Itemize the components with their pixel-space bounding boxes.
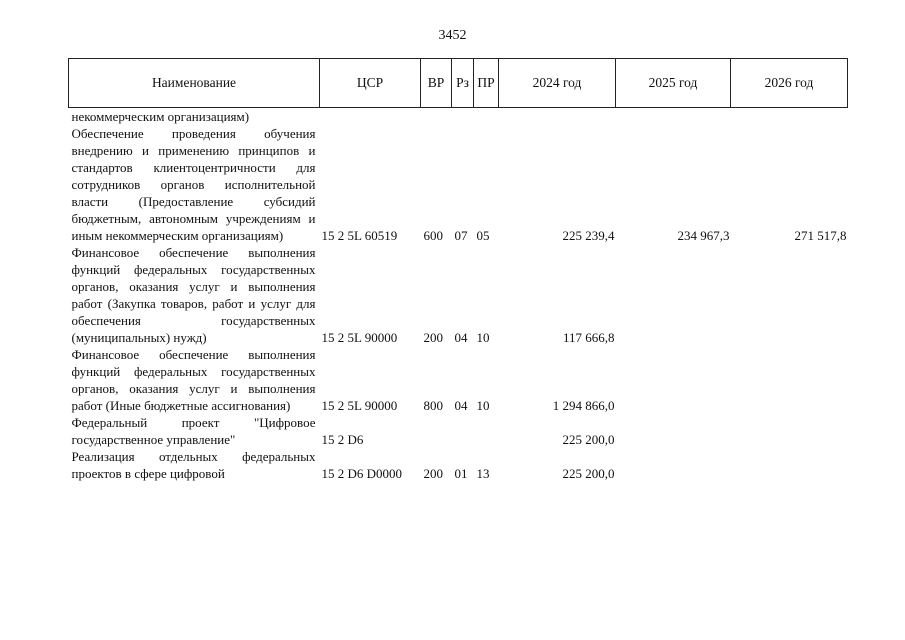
table-row [69, 414, 848, 448]
row-rz [452, 414, 474, 448]
row-csr: 15 2 D6 [321, 432, 364, 447]
row-vr [421, 414, 452, 448]
row-2024: 225 200,0 [562, 432, 615, 447]
row-2026 [731, 346, 848, 414]
column-header-2026: 2026 год [731, 59, 848, 108]
column-header-name: Наименование [69, 59, 320, 108]
row-rz: 04 [454, 330, 468, 345]
row-2024: 225 239,4 [562, 228, 615, 243]
row-rz: 01 [454, 466, 468, 481]
row-2025: 234 967,3 [677, 228, 730, 243]
table-row [69, 448, 848, 482]
row-rz: 04 [454, 398, 468, 413]
row-pr [474, 108, 499, 126]
column-header-rz: Рз [452, 59, 474, 108]
row-rz: 07 [454, 228, 468, 243]
row-2026 [731, 448, 848, 482]
row-2025 [616, 108, 731, 126]
row-rz [452, 108, 474, 126]
table-row [69, 108, 848, 126]
column-header-vr: ВР [421, 59, 452, 108]
row-name: Финансовое обеспечение выполнения функций федеральных государственных органов, оказания услуг и выполнения работ (Закупка товаров, работ и услуг для обеспечения государственных (муниципальных) нужд) [71, 245, 316, 345]
row-2025 [616, 448, 731, 482]
row-name: некоммерческим организациям) [71, 109, 250, 124]
row-2026 [731, 414, 848, 448]
row-2026: 271 517,8 [794, 228, 847, 243]
row-2026 [731, 244, 848, 346]
row-2024: 225 200,0 [562, 466, 615, 481]
row-vr: 800 [423, 398, 443, 413]
row-csr: 15 2 5L 60519 [321, 228, 398, 243]
budget-table [68, 58, 848, 482]
column-header-pr: ПР [474, 59, 499, 108]
table-header-row [69, 59, 848, 108]
row-vr: 200 [423, 466, 443, 481]
column-header-2024: 2024 год [499, 59, 616, 108]
table-row [69, 346, 848, 414]
row-csr: 15 2 D6 D0000 [321, 466, 403, 481]
row-csr: 15 2 5L 90000 [321, 398, 398, 413]
row-pr [474, 414, 499, 448]
row-pr: 10 [476, 330, 490, 345]
row-csr [320, 108, 421, 126]
row-name: Федеральный проект "Цифровое государственное управление" [71, 415, 316, 447]
row-vr [421, 108, 452, 126]
row-name: Реализация отдельных федеральных проектов в сфере цифровой [71, 449, 316, 481]
row-2025 [616, 244, 731, 346]
row-name: Финансовое обеспечение выполнения функций федеральных государственных органов, оказания услуг и выполнения работ (Иные бюджетные ассигнования) [71, 347, 316, 413]
row-2025 [616, 414, 731, 448]
table-row [69, 125, 848, 244]
table-row [69, 244, 848, 346]
row-csr: 15 2 5L 90000 [321, 330, 398, 345]
page-number: 3452 [438, 28, 467, 43]
row-pr: 13 [476, 466, 490, 481]
row-2024 [499, 108, 616, 126]
column-header-2025: 2025 год [616, 59, 731, 108]
row-vr: 200 [423, 330, 443, 345]
row-2024: 117 666,8 [562, 330, 615, 345]
row-2025 [616, 346, 731, 414]
row-pr: 05 [476, 228, 490, 243]
row-2026 [731, 108, 848, 126]
column-header-csr: ЦСР [320, 59, 421, 108]
row-name: Обеспечение проведения обучения внедрению и применению принципов и стандартов клиентоцентричности для сотрудников органов исполнительной власти (Предоставление субсидий бюджетным, автономным учреждениям и иным некоммерческим организациям) [71, 126, 316, 243]
row-pr: 10 [476, 398, 490, 413]
row-vr: 600 [423, 228, 443, 243]
row-2024: 1 294 866,0 [552, 398, 615, 413]
